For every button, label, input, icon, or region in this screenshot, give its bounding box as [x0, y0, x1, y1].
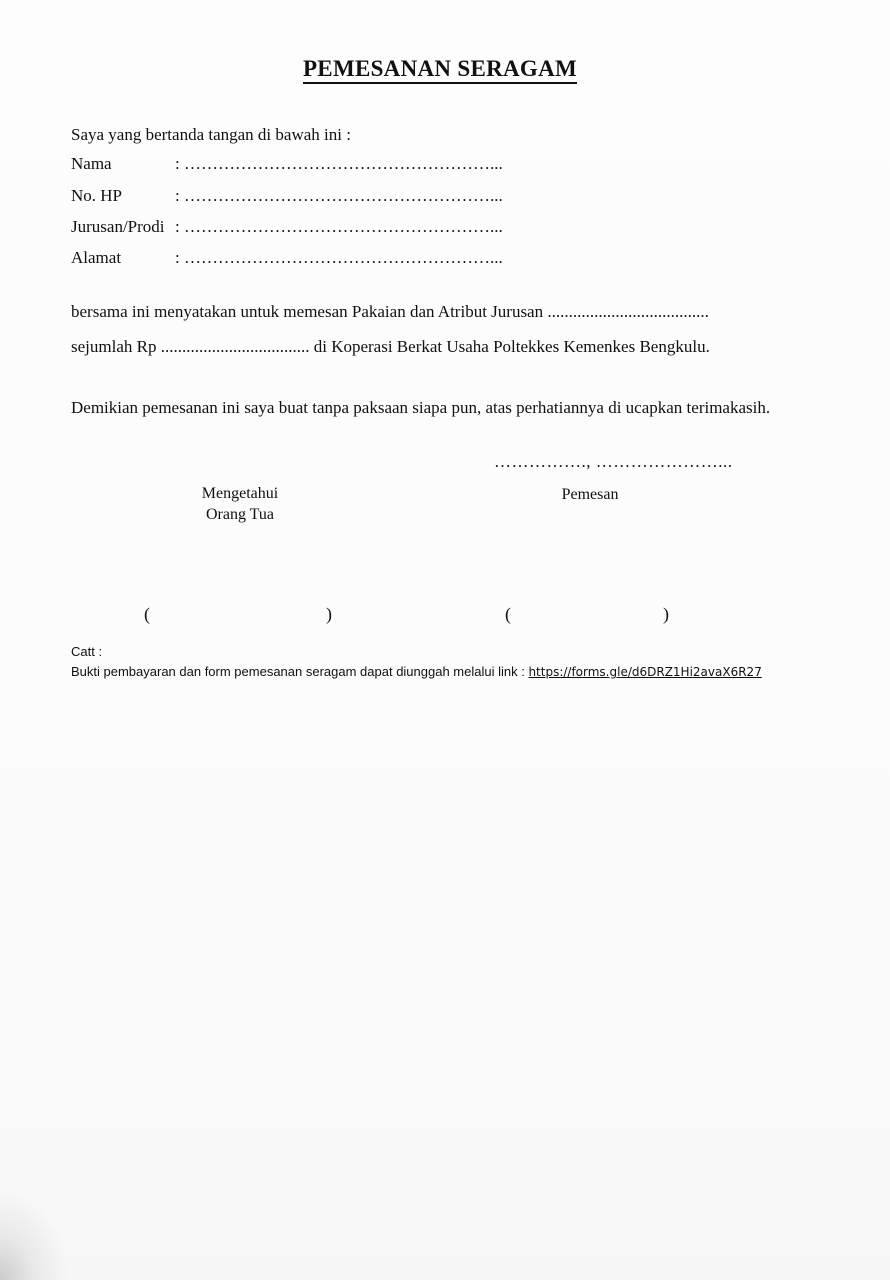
document-title	[0, 56, 880, 82]
signature-parent-paren-close: )	[326, 604, 332, 624]
signature-parent-paren-open: (	[144, 604, 150, 624]
title-text: PEMESANAN SERAGAM	[303, 56, 577, 84]
signature-orderer: Pemesan	[561, 486, 619, 503]
signature-parent-line2: Orang Tua	[205, 506, 274, 523]
field-value-nama: : ………………………………………………...	[175, 154, 503, 173]
signature-parent	[150, 483, 330, 525]
scan-smudge	[0, 1190, 70, 1280]
field-value-alamat: : ………………………………………………...	[175, 248, 503, 267]
intro-text: Saya yang bertanda tangan di bawah ini :	[71, 125, 351, 144]
note-link[interactable]: https://forms.gle/d6DRZ1Hi2avaX6R27	[528, 665, 762, 679]
field-label-jurusan-prodi: Jurusan/Prodi	[71, 217, 165, 236]
date-line: ……………., …………………...	[494, 452, 733, 471]
note-text: Bukti pembayaran dan form pemesanan seragam dapat diunggah melalui link :	[71, 664, 529, 679]
field-value-jurusan-prodi: : ………………………………………………...	[175, 217, 503, 236]
field-label-no-hp: No. HP	[71, 186, 123, 205]
signature-orderer-paren-close: )	[663, 604, 669, 624]
signature-orderer-paren-open: (	[505, 604, 511, 624]
signature-parent-line1: Mengetahui	[201, 485, 279, 502]
field-label-nama: Nama	[71, 154, 112, 173]
note-line	[71, 664, 762, 679]
note-label: Catt :	[71, 644, 103, 659]
field-value-no-hp: : ………………………………………………...	[175, 186, 503, 205]
field-label-alamat: Alamat	[71, 248, 122, 267]
closing-text: Demikian pemesanan ini saya buat tanpa paksaan siapa pun, atas perhatiannya di ucapkan terimakasih.	[71, 398, 771, 417]
statement-line-2: sejumlah Rp ................................... di Koperasi Berkat Usaha Poltekkes Kemenkes Bengkulu.	[71, 337, 710, 356]
statement-line-1: bersama ini menyatakan untuk memesan Pakaian dan Atribut Jurusan ......................................	[71, 302, 709, 321]
